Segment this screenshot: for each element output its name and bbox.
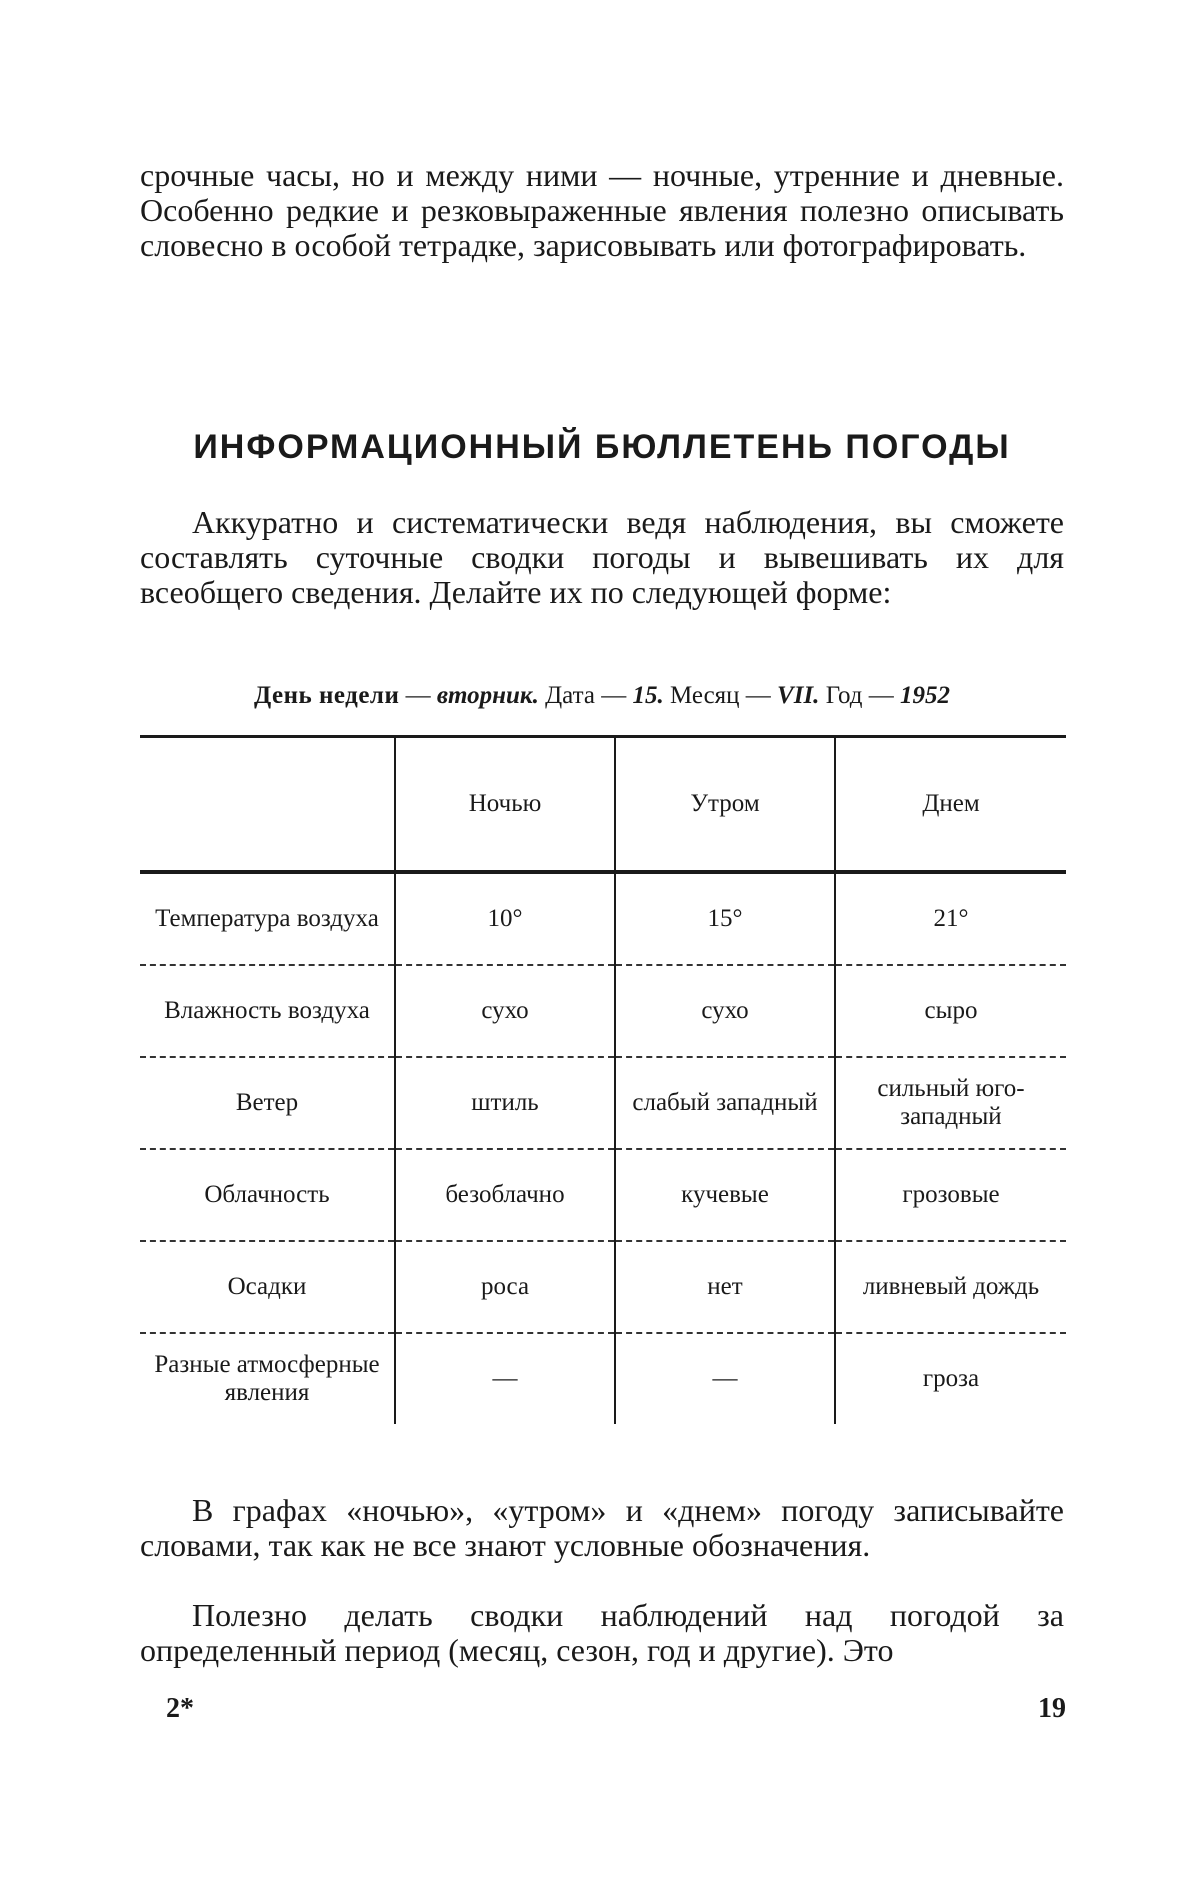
date-label: Дата bbox=[545, 682, 595, 709]
dash-4: — bbox=[869, 682, 894, 709]
table-cell: — bbox=[615, 1333, 835, 1424]
table-cell: слабый западный bbox=[615, 1057, 835, 1149]
table-row bbox=[140, 872, 1066, 965]
table-cell: ливневый дождь bbox=[835, 1241, 1066, 1333]
header-night: Ночью bbox=[395, 737, 615, 873]
table-cell: безоблачно bbox=[395, 1149, 615, 1241]
table-cell: сухо bbox=[615, 965, 835, 1057]
table-row bbox=[140, 1057, 1066, 1149]
table-cell: штиль bbox=[395, 1057, 615, 1149]
row-label-cloudiness: Облачность bbox=[140, 1149, 395, 1241]
day-label: День недели bbox=[254, 682, 399, 709]
table-cell: роса bbox=[395, 1241, 615, 1333]
body-paragraph-3: Полезно делать сводки наблюдений над погодой за определенный период (месяц, сезон, год и другие). Это bbox=[140, 1598, 1064, 1668]
year-label: Год bbox=[826, 682, 863, 709]
row-label-temperature: Температура воздуха bbox=[140, 872, 395, 965]
year-value: 1952 bbox=[900, 682, 950, 709]
table-cell: кучевые bbox=[615, 1149, 835, 1241]
header-day: Днем bbox=[835, 737, 1066, 873]
header-empty bbox=[140, 737, 395, 873]
table-cell: гроза bbox=[835, 1333, 1066, 1424]
month-label: Месяц bbox=[670, 682, 740, 709]
table-cell: — bbox=[395, 1333, 615, 1424]
row-label-wind: Ветер bbox=[140, 1057, 395, 1149]
table-row bbox=[140, 1149, 1066, 1241]
dash-3: — bbox=[746, 682, 771, 709]
header-morning: Утром bbox=[615, 737, 835, 873]
table-cell: 15° bbox=[615, 872, 835, 965]
document-page bbox=[0, 0, 1200, 1880]
bulletin-date-line bbox=[140, 682, 1064, 710]
signature-mark: 2* bbox=[166, 1693, 194, 1725]
page-number: 19 bbox=[1038, 1693, 1066, 1725]
body-paragraph-2: В графах «ночью», «утром» и «днем» погоду записывайте словами, так как не все знают условные обозначения. bbox=[140, 1493, 1064, 1563]
table-header-row bbox=[140, 737, 1066, 873]
row-label-precipitation: Осадки bbox=[140, 1241, 395, 1333]
table-cell: сухо bbox=[395, 965, 615, 1057]
table-row bbox=[140, 1333, 1066, 1424]
table-cell: грозовые bbox=[835, 1149, 1066, 1241]
section-heading: ИНФОРМАЦИОННЫЙ БЮЛЛЕТЕНЬ ПОГОДЫ bbox=[140, 428, 1064, 467]
table-cell: сильный юго-западный bbox=[835, 1057, 1066, 1149]
dash-1: — bbox=[406, 682, 431, 709]
intro-paragraph: срочные часы, но и между ними — ночные, утренние и дневные. Особенно редкие и резковыраженные явления полезно описывать словесно в особой тетрадке, зарисовывать или фотографировать. bbox=[140, 158, 1064, 263]
table-row bbox=[140, 965, 1066, 1057]
table-cell: нет bbox=[615, 1241, 835, 1333]
month-value: VII. bbox=[777, 682, 819, 709]
dash-2: — bbox=[601, 682, 626, 709]
body-paragraph-1: Аккуратно и систематически ведя наблюдения, вы сможете составлять суточные сводки погоды и вывешивать их для всеобщего сведения. Делайте их по следующей форме: bbox=[140, 505, 1064, 610]
table-cell: 10° bbox=[395, 872, 615, 965]
table-cell: 21° bbox=[835, 872, 1066, 965]
date-value: 15. bbox=[632, 682, 663, 709]
row-label-humidity: Влажность воздуха bbox=[140, 965, 395, 1057]
row-label-phenomena: Разные атмосферные явления bbox=[140, 1333, 395, 1424]
day-value: вторник. bbox=[437, 682, 539, 709]
table-cell: сыро bbox=[835, 965, 1066, 1057]
table-row bbox=[140, 1241, 1066, 1333]
weather-bulletin-table bbox=[140, 735, 1066, 1424]
